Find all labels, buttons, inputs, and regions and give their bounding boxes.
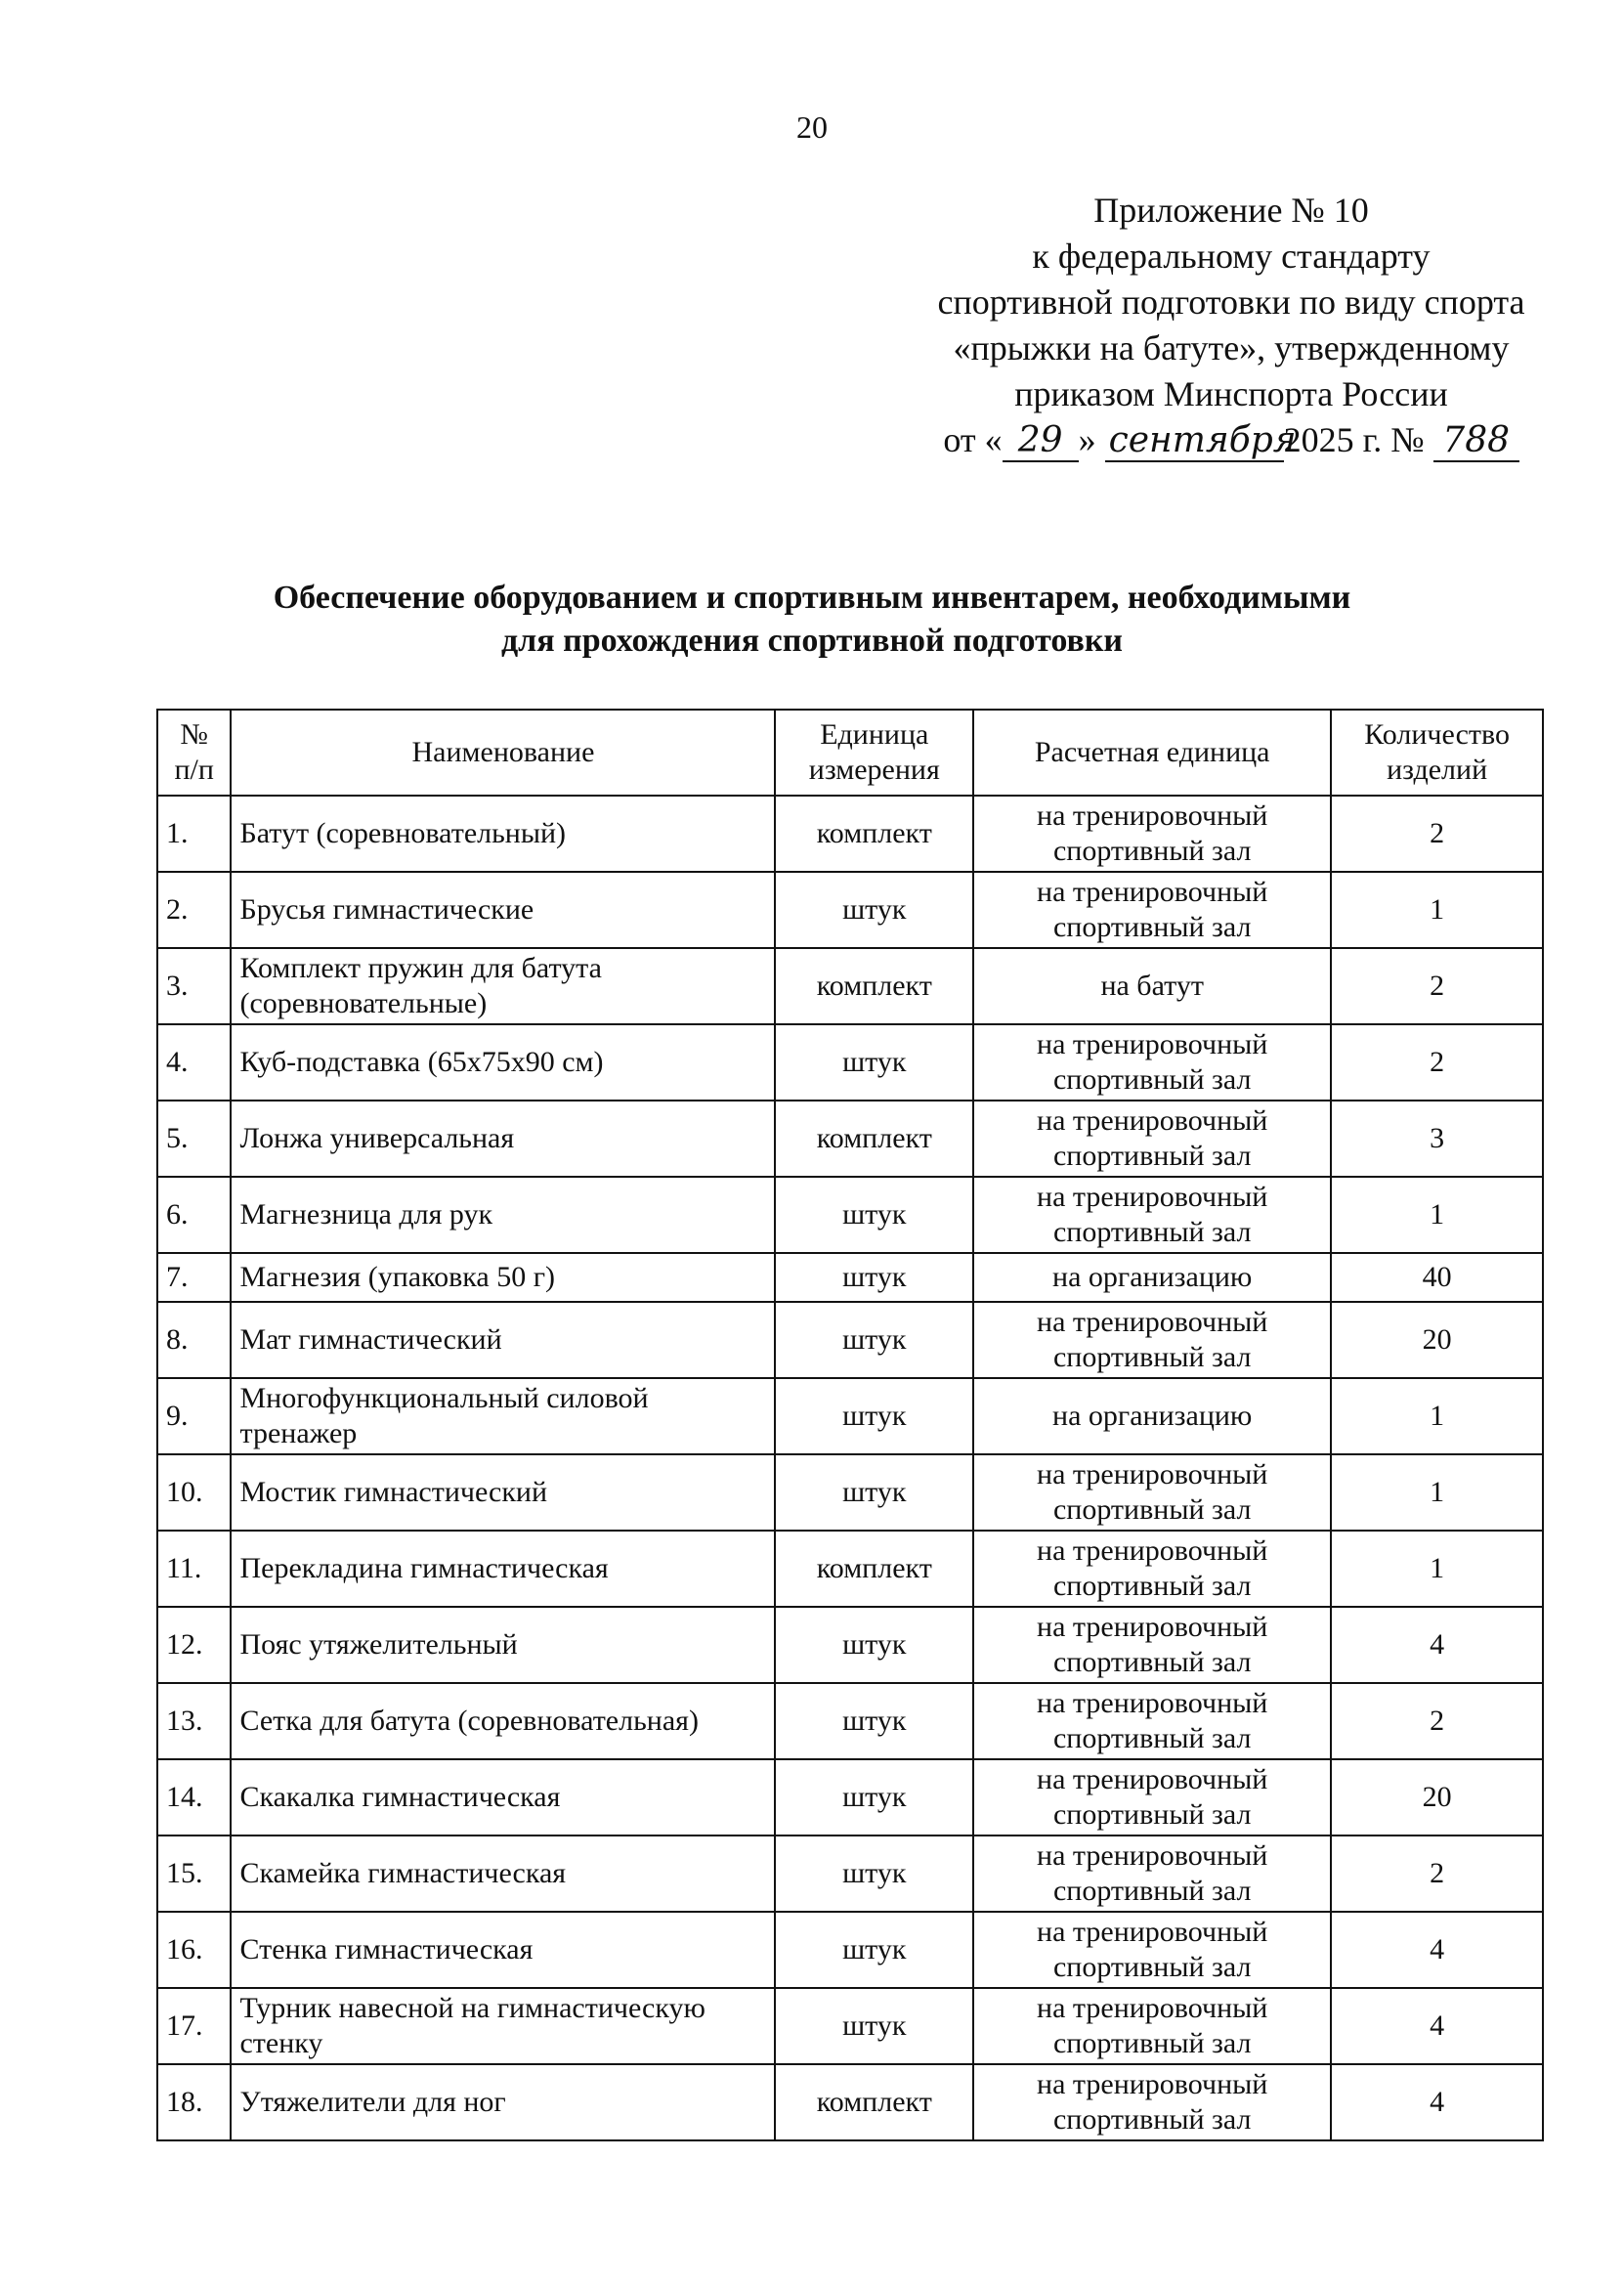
row-number: 4. <box>157 1024 231 1101</box>
calculation-unit: на тренировочный спортивный зал <box>973 1024 1331 1101</box>
item-name: Магнезия (упаковка 50 г) <box>231 1253 775 1302</box>
item-quantity: 4 <box>1331 1607 1543 1683</box>
table-row <box>157 1177 1543 1253</box>
calculation-unit: на тренировочный спортивный зал <box>973 2064 1331 2140</box>
row-number: 3. <box>157 948 231 1024</box>
unit-of-measure: штук <box>775 1683 973 1759</box>
table-row <box>157 1302 1543 1378</box>
row-number: 17. <box>157 1988 231 2064</box>
unit-of-measure: штук <box>775 1378 973 1454</box>
table-row <box>157 1531 1543 1607</box>
item-quantity: 4 <box>1331 1912 1543 1988</box>
unit-of-measure: комплект <box>775 796 973 872</box>
row-number: 16. <box>157 1912 231 1988</box>
table-row <box>157 1607 1543 1683</box>
header-quantity: Количество изделий <box>1331 710 1543 796</box>
row-number: 12. <box>157 1607 231 1683</box>
appendix-line: приказом Минспорта России <box>1014 374 1448 413</box>
unit-of-measure: штук <box>775 1759 973 1836</box>
item-name: Лонжа универсальная <box>231 1101 775 1177</box>
unit-of-measure: штук <box>775 1253 973 1302</box>
header-calc-unit: Расчетная единица <box>973 710 1331 796</box>
header-name: Наименование <box>231 710 775 796</box>
table-row <box>157 1101 1543 1177</box>
row-number: 9. <box>157 1378 231 1454</box>
row-number: 14. <box>157 1759 231 1836</box>
calculation-unit: на батут <box>973 948 1331 1024</box>
item-quantity: 2 <box>1331 796 1543 872</box>
calculation-unit: на тренировочный спортивный зал <box>973 1177 1331 1253</box>
calculation-unit: на тренировочный спортивный зал <box>973 1101 1331 1177</box>
row-number: 15. <box>157 1836 231 1912</box>
calculation-unit: на тренировочный спортивный зал <box>973 872 1331 948</box>
row-number: 8. <box>157 1302 231 1378</box>
row-number: 10. <box>157 1454 231 1531</box>
table-row <box>157 2064 1543 2140</box>
item-quantity: 20 <box>1331 1302 1543 1378</box>
row-number: 11. <box>157 1531 231 1607</box>
row-number: 13. <box>157 1683 231 1759</box>
unit-of-measure: штук <box>775 1912 973 1988</box>
item-quantity: 1 <box>1331 1454 1543 1531</box>
appendix-line: к федеральному стандарту <box>1032 237 1431 276</box>
calculation-unit: на тренировочный спортивный зал <box>973 1683 1331 1759</box>
appendix-line: Приложение № 10 <box>1093 191 1369 230</box>
table-row <box>157 1454 1543 1531</box>
item-name: Мостик гимнастический <box>231 1454 775 1531</box>
equipment-table <box>156 709 1544 2141</box>
unit-of-measure: комплект <box>775 948 973 1024</box>
item-name: Скакалка гимнастическая <box>231 1759 775 1836</box>
item-name: Перекладина гимнастическая <box>231 1531 775 1607</box>
table-row <box>157 1253 1543 1302</box>
unit-of-measure: комплект <box>775 1531 973 1607</box>
row-number: 6. <box>157 1177 231 1253</box>
item-quantity: 2 <box>1331 948 1543 1024</box>
row-number: 18. <box>157 2064 231 2140</box>
handwritten-order-number: 788 <box>1433 421 1519 462</box>
table-row <box>157 1912 1543 1988</box>
item-name: Утяжелители для ног <box>231 2064 775 2140</box>
table-row <box>157 872 1543 948</box>
date-prefix: от « <box>943 420 1003 459</box>
appendix-header <box>860 188 1603 463</box>
calculation-unit: на тренировочный спортивный зал <box>973 1302 1331 1378</box>
item-quantity: 1 <box>1331 1531 1543 1607</box>
calculation-unit: на тренировочный спортивный зал <box>973 1988 1331 2064</box>
appendix-line: «прыжки на батуте», утвержденному <box>953 328 1510 367</box>
row-number: 2. <box>157 872 231 948</box>
unit-of-measure: комплект <box>775 2064 973 2140</box>
item-quantity: 40 <box>1331 1253 1543 1302</box>
item-name: Магнезница для рук <box>231 1177 775 1253</box>
table-row <box>157 1683 1543 1759</box>
calculation-unit: на тренировочный спортивный зал <box>973 1454 1331 1531</box>
item-quantity: 1 <box>1331 872 1543 948</box>
item-name: Стенка гимнастическая <box>231 1912 775 1988</box>
item-quantity: 20 <box>1331 1759 1543 1836</box>
table-row <box>157 1836 1543 1912</box>
item-quantity: 1 <box>1331 1378 1543 1454</box>
calculation-unit: на тренировочный спортивный зал <box>973 1759 1331 1836</box>
item-name: Мат гимнастический <box>231 1302 775 1378</box>
item-name: Комплект пружин для батута (соревновательные) <box>231 948 775 1024</box>
table-row <box>157 1988 1543 2064</box>
order-date-line <box>860 417 1603 463</box>
document-title <box>0 577 1624 663</box>
row-number: 7. <box>157 1253 231 1302</box>
unit-of-measure: штук <box>775 1988 973 2064</box>
row-number: 5. <box>157 1101 231 1177</box>
handwritten-day: 29 <box>1003 421 1079 462</box>
unit-of-measure: штук <box>775 1607 973 1683</box>
title-line: Обеспечение оборудованием и спортивным инвентарем, необходимыми <box>273 580 1351 616</box>
item-quantity: 2 <box>1331 1024 1543 1101</box>
unit-of-measure: штук <box>775 1454 973 1531</box>
unit-of-measure: штук <box>775 872 973 948</box>
item-quantity: 2 <box>1331 1836 1543 1912</box>
row-number: 1. <box>157 796 231 872</box>
item-quantity: 2 <box>1331 1683 1543 1759</box>
table-row <box>157 1759 1543 1836</box>
calculation-unit: на организацию <box>973 1253 1331 1302</box>
item-quantity: 4 <box>1331 1988 1543 2064</box>
calculation-unit: на тренировочный спортивный зал <box>973 1836 1331 1912</box>
item-name: Брусья гимнастические <box>231 872 775 948</box>
unit-of-measure: штук <box>775 1836 973 1912</box>
year-text: 2025 г. № <box>1283 420 1425 459</box>
item-name: Батут (соревновательный) <box>231 796 775 872</box>
table-header-row <box>157 710 1543 796</box>
item-name: Куб-подставка (65х75х90 см) <box>231 1024 775 1101</box>
item-quantity: 4 <box>1331 2064 1543 2140</box>
table-row <box>157 1378 1543 1454</box>
unit-of-measure: комплект <box>775 1101 973 1177</box>
calculation-unit: на тренировочный спортивный зал <box>973 1531 1331 1607</box>
header-num: № п/п <box>157 710 231 796</box>
table-row <box>157 1024 1543 1101</box>
quote-close: » <box>1078 420 1096 459</box>
item-name: Турник навесной на гимнастическую стенку <box>231 1988 775 2064</box>
item-name: Многофункциональный силовой тренажер <box>231 1378 775 1454</box>
item-quantity: 3 <box>1331 1101 1543 1177</box>
title-line: для прохождения спортивной подготовки <box>500 623 1124 659</box>
calculation-unit: на тренировочный спортивный зал <box>973 1607 1331 1683</box>
handwritten-month: сентября <box>1105 421 1284 462</box>
item-quantity: 1 <box>1331 1177 1543 1253</box>
unit-of-measure: штук <box>775 1302 973 1378</box>
header-unit: Единица измерения <box>775 710 973 796</box>
unit-of-measure: штук <box>775 1177 973 1253</box>
calculation-unit: на тренировочный спортивный зал <box>973 796 1331 872</box>
appendix-line: спортивной подготовки по виду спорта <box>937 282 1525 322</box>
unit-of-measure: штук <box>775 1024 973 1101</box>
item-name: Сетка для батута (соревновательная) <box>231 1683 775 1759</box>
table-row <box>157 796 1543 872</box>
calculation-unit: на организацию <box>973 1378 1331 1454</box>
item-name: Пояс утяжелительный <box>231 1607 775 1683</box>
page-number: 20 <box>796 109 828 145</box>
item-name: Скамейка гимнастическая <box>231 1836 775 1912</box>
calculation-unit: на тренировочный спортивный зал <box>973 1912 1331 1988</box>
table-row <box>157 948 1543 1024</box>
